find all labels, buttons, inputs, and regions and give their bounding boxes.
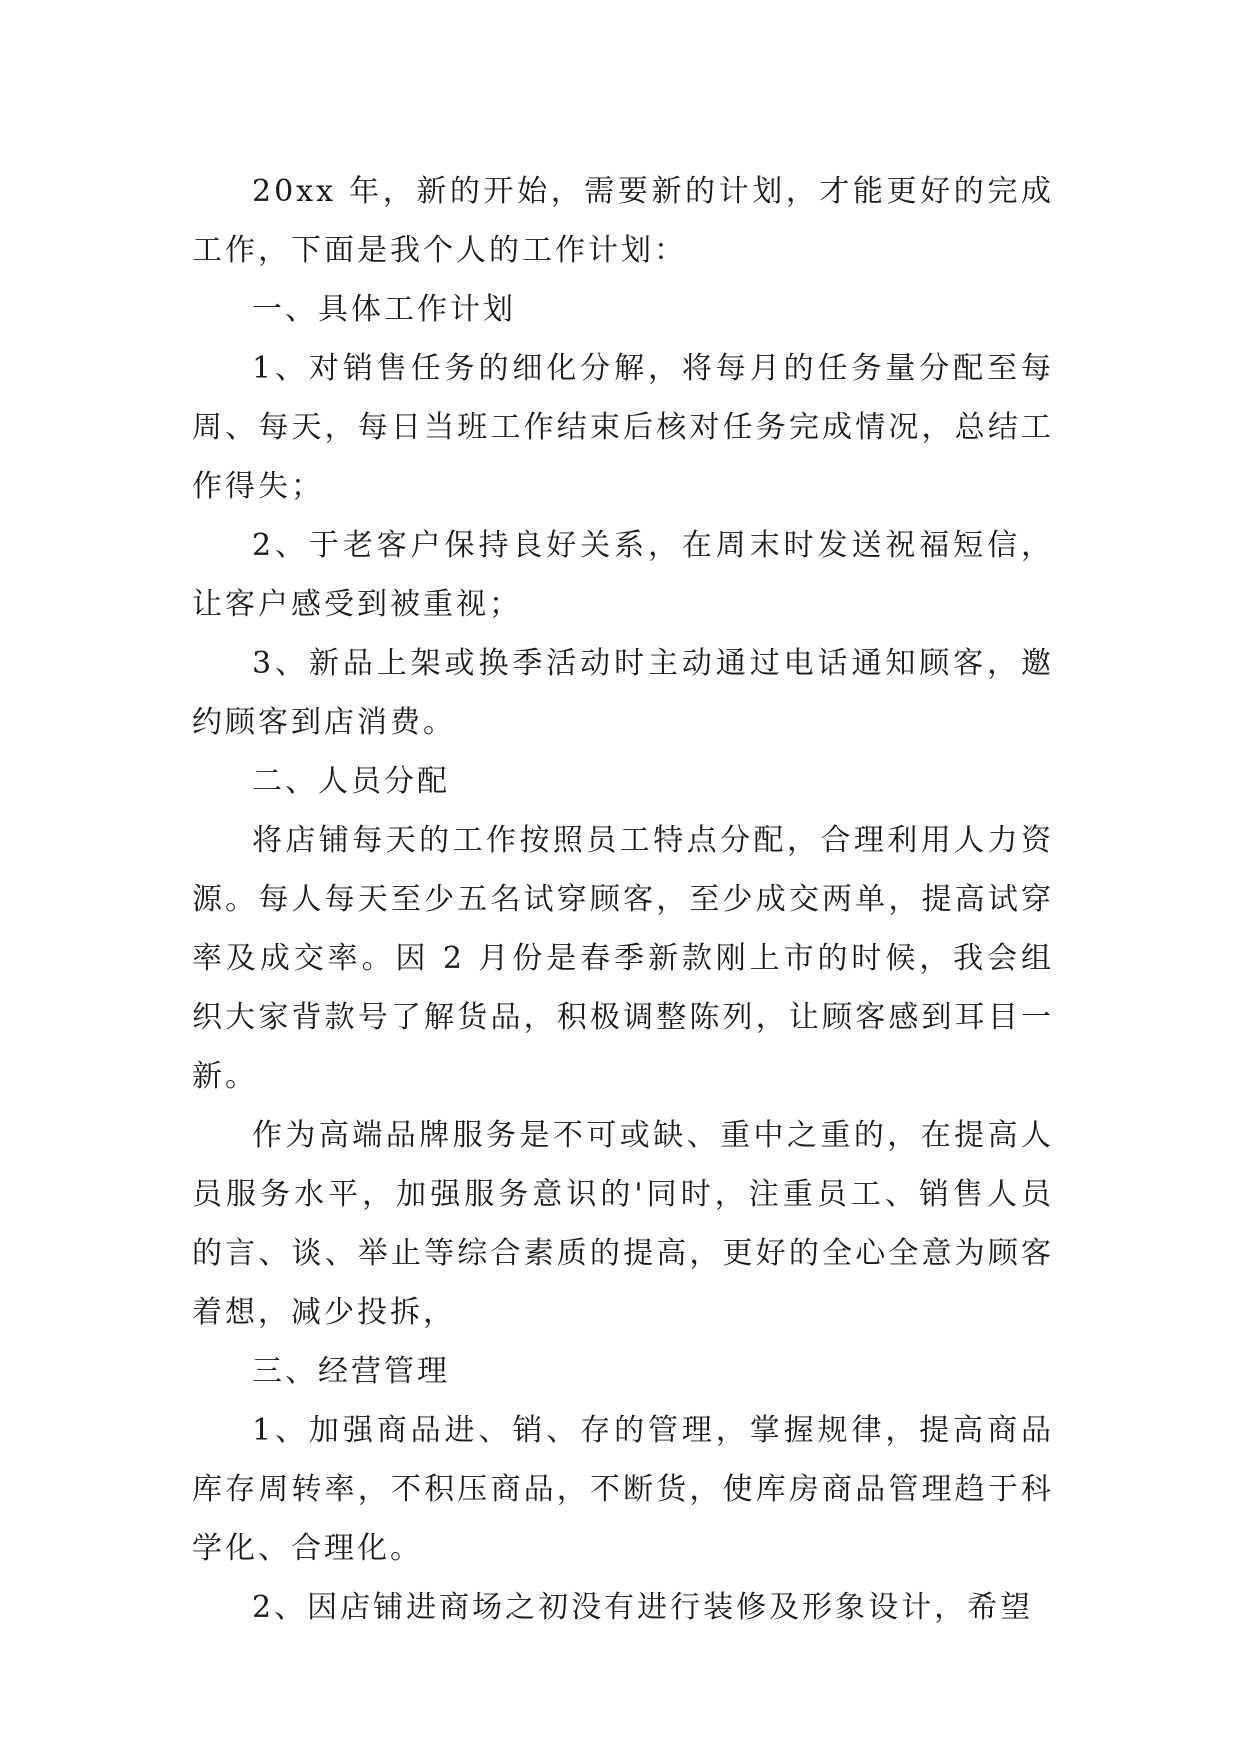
document-body	[192, 162, 1054, 1637]
section-heading-1: 一、具体工作计划	[252, 292, 516, 327]
intro-paragraph: 20xx 年，新的开始，需要新的计划，才能更好的完成工作，下面是我个人的工作计划：	[192, 174, 1054, 268]
plan-item-2: 2、于老客户保持良好关系，在周末时发送祝福短信，让客户感受到被重视；	[192, 528, 1054, 622]
plan-item-1: 1、对销售任务的细化分解，将每月的任务量分配至每周、每天，每日当班工作结束后核对任务完成情况，总结工作得失；	[192, 351, 1054, 504]
plan-item-3: 3、新品上架或换季活动时主动通过电话通知顾客，邀约顾客到店消费。	[192, 646, 1054, 740]
staffing-paragraph: 将店铺每天的工作按照员工特点分配，合理利用人力资源。每人每天至少五名试穿顾客，至少成交两单，提高试穿率及成交率。因 2 月份是春季新款刚上市的时候，我会组织大家背款号了解货品，积极调整陈列，让顾客感到耳目一新。	[192, 823, 1054, 1094]
service-paragraph: 作为高端品牌服务是不可或缺、重中之重的，在提高人员服务水平，加强服务意识的'同时，注重员工、销售人员的言、谈、举止等综合素质的提高，更好的全心全意为顾客着想，减少投拆，	[192, 1118, 1054, 1330]
section-heading-2: 二、人员分配	[252, 764, 450, 799]
management-item-2: 2、因店铺进商场之初没有进行装修及形象设计，希望	[252, 1590, 1034, 1625]
management-item-1: 1、加强商品进、销、存的管理，掌握规律，提高商品库存周转率，不积压商品，不断货，使库房商品管理趋于科学化、合理化。	[192, 1413, 1054, 1566]
section-heading-3: 三、经营管理	[252, 1354, 450, 1389]
